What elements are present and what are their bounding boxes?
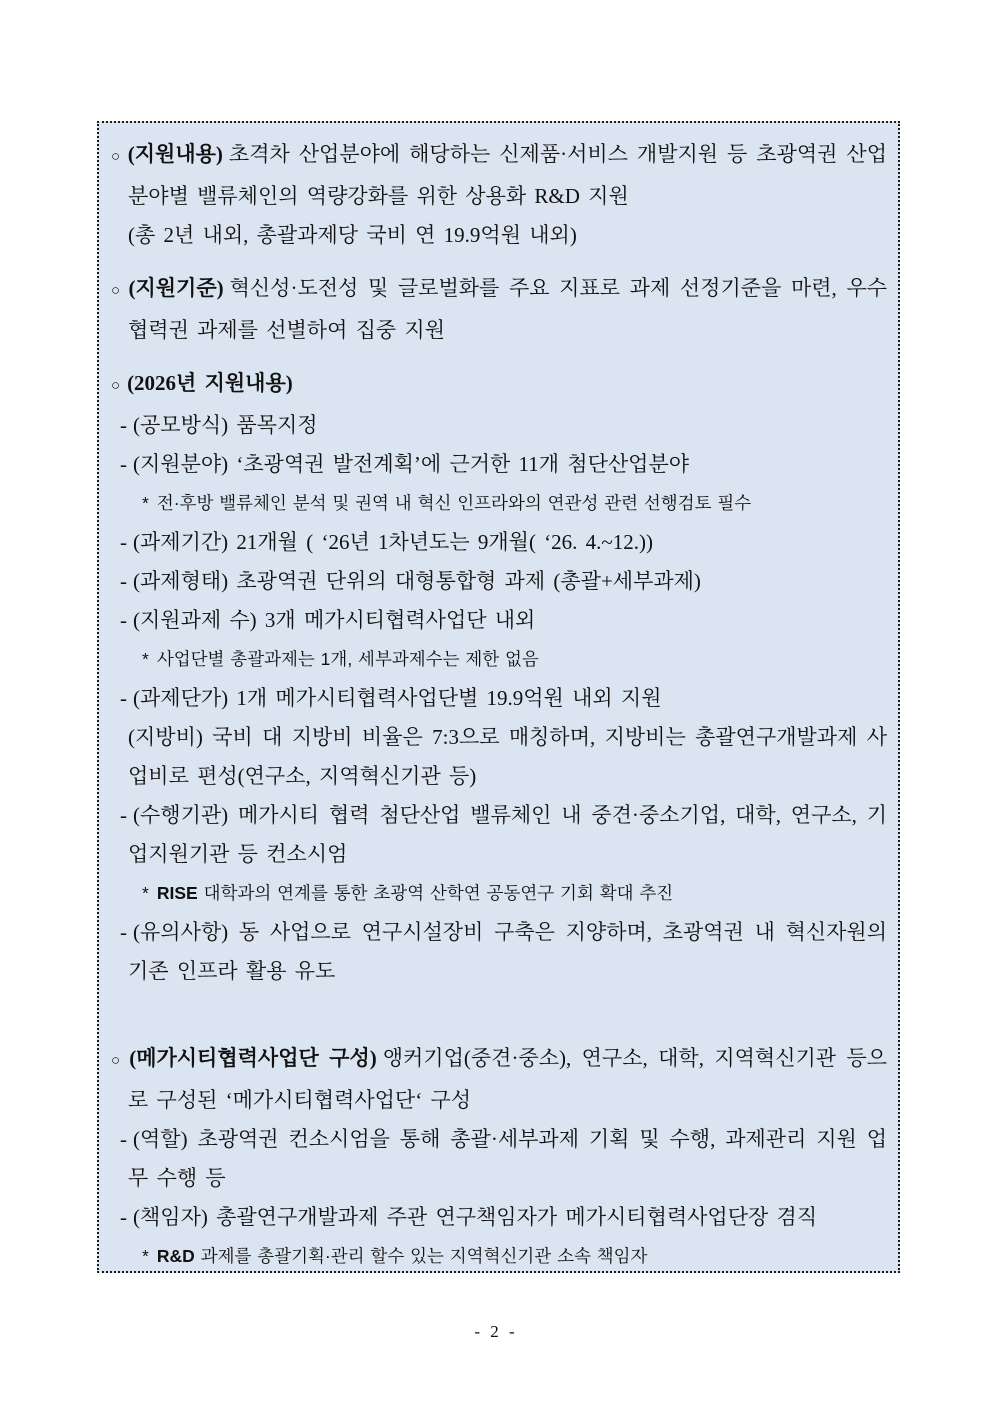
list-item [111, 406, 887, 445]
item-text: 앵커기업(중견·중소), 연구소, 대학, 지역혁신기관 등으로 구성된 ‘메가시티협력사업단‘ 구성 [128, 1046, 888, 1112]
item-text: 과제를 총괄기획·관리 할수 있는 지역혁신기관 소속 책임자 [200, 1246, 648, 1266]
list-item [111, 1120, 887, 1198]
dash-bullet: - [120, 413, 127, 437]
list-item [111, 718, 887, 796]
circle-bullet: ○ [111, 378, 121, 394]
item-text: (유의사항) 동 사업으로 연구시설장비 구축은 지양하며, 초광역권 내 혁신자원의 기존 인프라 활용 유도 [128, 920, 887, 983]
item-heading: (지원내용) [127, 142, 223, 166]
item-text: 초격차 산업분야에 해당하는 신제품·서비스 개발지원 등 초광역권 산업분야별 밸류체인의 역량강화를 위한 상용화 R&D 지원 [128, 142, 887, 208]
list-item [111, 913, 887, 991]
list-item [111, 874, 887, 913]
asterisk-bullet: * [142, 1246, 149, 1266]
dash-bullet: - [120, 1127, 127, 1151]
item-heading: R&D [156, 1246, 195, 1266]
list-item [111, 601, 887, 640]
dash-bullet: - [120, 920, 127, 944]
item-text: (책임자) 총괄연구개발과제 주관 연구책임자가 메가시티협력사업단장 겸직 [133, 1205, 818, 1229]
dash-bullet: - [120, 608, 127, 632]
circle-bullet: ○ [111, 149, 121, 165]
dash-bullet: - [120, 803, 127, 827]
list-item [111, 1198, 887, 1237]
asterisk-bullet: * [142, 883, 149, 903]
item-text: 대학과의 연계를 통한 초광역 산학연 공동연구 기회 확대 추진 [203, 883, 674, 903]
list-item [111, 523, 887, 562]
list-item [111, 562, 887, 601]
item-heading: RISE [156, 883, 198, 903]
item-text: (과제형태) 초광역권 단위의 대형통합형 과제 (총괄+세부과제) [133, 569, 701, 593]
list-item [111, 640, 887, 679]
list-item [111, 1039, 887, 1120]
item-text: (과제단가) 1개 메가시티협력사업단별 19.9억원 내외 지원 [133, 686, 662, 710]
asterisk-bullet: * [142, 493, 149, 513]
item-text: (지원과제 수) 3개 메가시티협력사업단 내외 [133, 608, 536, 632]
item-text: (총 2년 내외, 총괄과제당 국비 연 19.9억원 내외) [128, 223, 577, 247]
item-text: 사업단별 총괄과제는 1개, 세부과제수는 제한 없음 [156, 649, 539, 669]
dash-bullet: - [120, 452, 127, 476]
list-item [111, 269, 887, 350]
item-text: (역할) 초광역권 컨소시엄을 통해 총괄·세부과제 기획 및 수행, 과제관리 지원 업무 수행 등 [128, 1127, 887, 1190]
list-item [111, 135, 887, 216]
item-heading: (메가시티협력사업단 구성) [129, 1046, 377, 1070]
item-heading: (지원기준) [128, 276, 224, 300]
list-item [111, 679, 887, 718]
item-heading: (2026년 지원내용) [127, 371, 293, 395]
dash-bullet: - [120, 686, 127, 710]
dash-bullet: - [120, 530, 127, 554]
list-item [111, 445, 887, 484]
item-text: (지원분야) ‘초광역권 발전계획’에 근거한 11개 첨단산업분야 [133, 452, 690, 476]
list-item [111, 216, 887, 255]
dash-bullet: - [120, 569, 127, 593]
list-item [111, 1237, 887, 1273]
content-box [97, 121, 900, 1273]
item-text: 전·후방 밸류체인 분석 및 권역 내 혁신 인프라와의 연관성 관련 선행검토 필수 [156, 493, 752, 513]
page-number: - 2 - [474, 1322, 518, 1341]
dash-bullet: - [120, 1205, 127, 1229]
asterisk-bullet: * [142, 649, 149, 669]
item-text: 혁신성·도전성 및 글로벌화를 주요 지표로 과제 선정기준을 마련, 우수 협력권 과제를 선별하여 집중 지원 [128, 276, 888, 342]
circle-bullet: ○ [111, 283, 122, 299]
list-item [111, 484, 887, 523]
item-text: (과제기간) 21개월 ( ‘26년 1차년도는 9개월( ‘26. 4.~12.)) [133, 530, 654, 554]
circle-bullet: ○ [111, 1053, 123, 1069]
item-text: (지방비) 국비 대 지방비 비율은 7:3으로 매칭하며, 지방비는 총괄연구개발과제 사업비로 편성(연구소, 지역혁신기관 등) [128, 725, 887, 788]
item-text: (수행기관) 메가시티 협력 첨단산업 밸류체인 내 중견·중소기업, 대학, 연구소, 기업지원기관 등 컨소시엄 [128, 803, 887, 866]
list-item [111, 364, 887, 406]
list-item [111, 796, 887, 874]
item-text: (공모방식) 품목지정 [133, 413, 318, 437]
